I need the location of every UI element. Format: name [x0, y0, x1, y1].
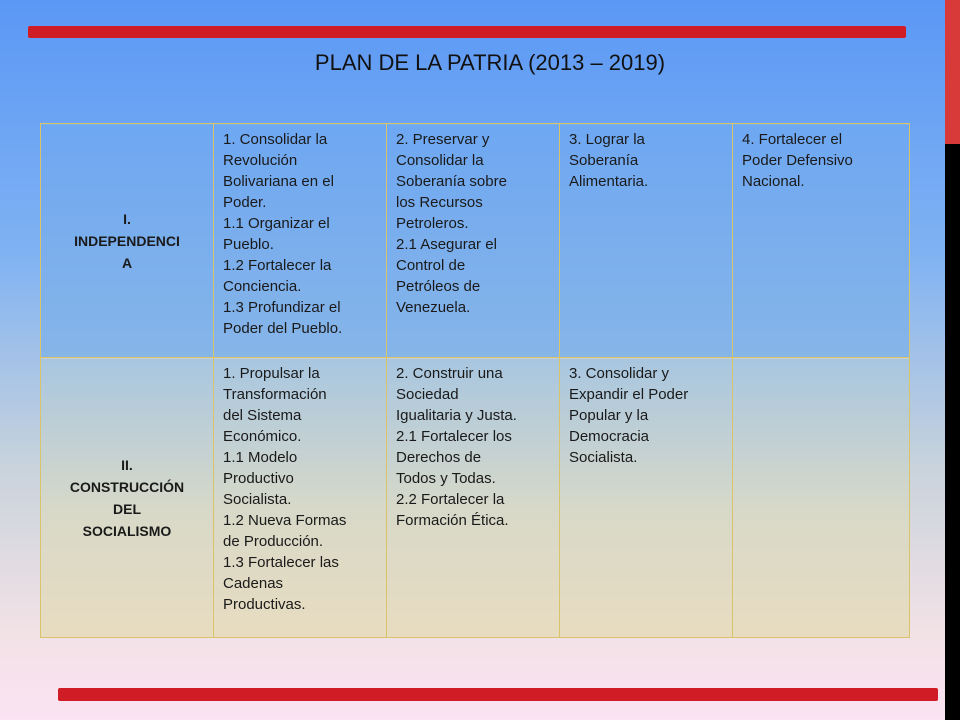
table-cell: 1. Propulsar la Transformación del Sistema Económico. 1.1 Modelo Productivo Socialista. 1.2 Nueva Formas de Producción. 1.3 Fortalecer las Cadenas Productivas. — [214, 358, 387, 638]
plan-table — [40, 123, 910, 638]
row-header-independencia: I. INDEPENDENCI A — [41, 124, 214, 358]
table-cell: 3. Consolidar y Expandir el Poder Popular y la Democracia Socialista. — [560, 358, 733, 638]
table-cell: 1. Consolidar la Revolución Bolivariana en el Poder. 1.1 Organizar el Pueblo. 1.2 Fortalecer la Conciencia. 1.3 Profundizar el Poder del Pueblo. — [214, 124, 387, 358]
table-row — [41, 358, 910, 638]
slide-title: PLAN DE LA PATRIA (2013 – 2019) — [314, 50, 666, 75]
table-cell: 4. Fortalecer el Poder Defensivo Nacional. — [733, 124, 910, 358]
table-row — [41, 124, 910, 358]
side-black-stripe — [945, 144, 960, 720]
table-cell: 3. Lograr la Soberanía Alimentaria. — [560, 124, 733, 358]
table-cell-empty — [733, 358, 910, 638]
table-cell: 2. Preservar y Consolidar la Soberanía sobre los Recursos Petroleros. 2.1 Asegurar el Control de Petróleos de Venezuela. — [387, 124, 560, 358]
top-red-bar — [28, 26, 906, 38]
table-cell: 2. Construir una Sociedad Igualitaria y Justa. 2.1 Fortalecer los Derechos de Todos y Todas. 2.2 Fortalecer la Formación Ética. — [387, 358, 560, 638]
bottom-red-bar — [58, 688, 938, 701]
row-header-construccion: II. CONSTRUCCIÓN DEL SOCIALISMO — [41, 358, 214, 638]
